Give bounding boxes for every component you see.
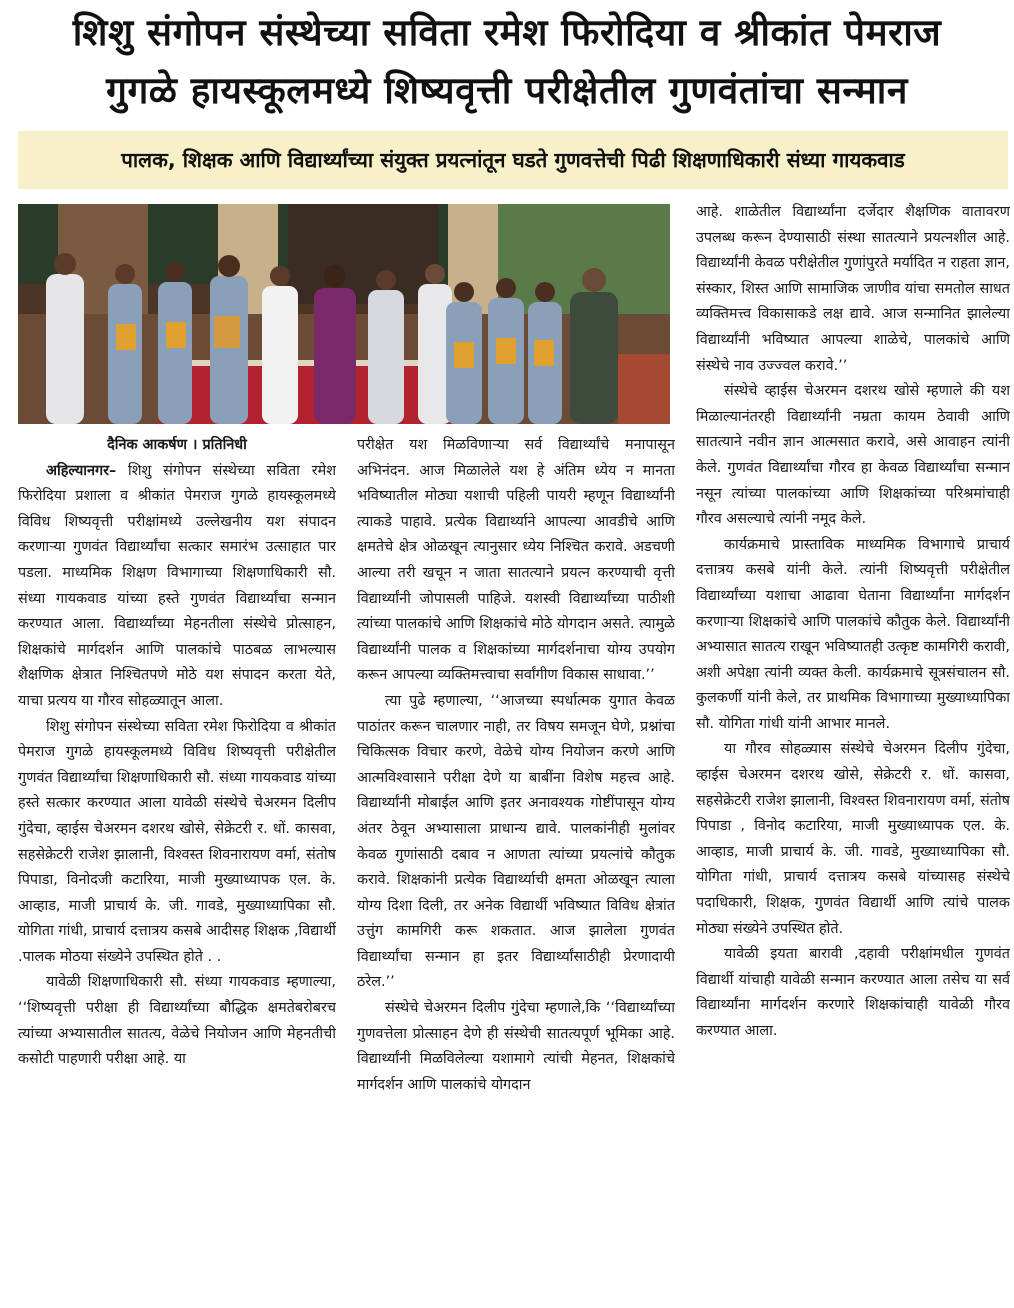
subhead: पालक, शिक्षक आणि विद्यार्थ्यांच्या संयुक्त प्रयत्नांतून घडते गुणवत्तेची पिढी शिक्षणाधिकारी संध्या गायकवाड bbox=[121, 148, 905, 172]
article-column-2 bbox=[357, 433, 675, 1308]
article-paragraph: या गौरव सोहळ्यास संस्थेचे चेअरमन दिलीप गुंदेचा, व्हाईस चेअरमन दशरथ खोसे, सेक्रेटरी र. धों. कासवा, सहसेक्रेटरी राजेश झालानी, विश्वस्त शिवनारायण वर्मा, संतोष पिपाडा , विनोद कटारिया, माजी मुख्याध्यापक एल. के. आव्हाड, माजी प्राचार्य के. जी. गावडे, मुख्याध्यापिका सौ. योगिता गांधी, प्राचार्य दत्तात्रय कसबे यांच्यासह संस्थेचे पदाधिकारी, शिक्षक, गुणवंत विद्यार्थी आणि त्यांचे पालक मोठ्या संख्येने उपस्थित होते. bbox=[696, 741, 1010, 937]
headline bbox=[0, 4, 1014, 120]
headline-line-1: शिशु संगोपन संस्थेच्या सविता रमेश फिरोदिया व श्रीकांत पेमराज bbox=[72, 11, 942, 54]
paragraph-text: शिशु संगोपन संस्थेच्या सविता रमेश फिरोदिया प्रशाला व श्रीकांत पेमराज गुगळे हायस्कूलमध्ये विविध शिष्यवृत्ती परीक्षांमध्ये उल्लेखनीय यश संपादन करणाऱ्या गुणवंत विद्यार्थ्यांचा सत्कार समारंभ उत्साहात पार पडला. माध्यमिक शिक्षण विभागाच्या शिक्षणाधिकारी सौ. संध्या गायकवाड यांच्या हस्ते गुणवंत विद्यार्थ्यांचा सन्मान करण्यात आला. विद्यार्थ्यांच्या मेहनतीला संस्थेचे प्रोत्साहन, शिक्षकांचे मार्गदर्शन आणि पालकांचे पाठबळ लाभल्यास शैक्षणिक क्षेत्रात निश्चितपणे मोठे यश संपादन करता येते, याचा प्रत्यय या गौरव सोहळ्यातून आला. bbox=[18, 462, 336, 709]
article-column-1 bbox=[18, 433, 336, 1308]
news-photo bbox=[18, 204, 670, 424]
article-paragraph: परीक्षेत यश मिळविणाऱ्या सर्व विद्यार्थ्यांचे मनापासून अभिनंदन. आज मिळालेले यश हे अंतिम ध्येय न मानता भविष्यातील मोठ्या यशाची पहिली पायरी म्हणून विद्यार्थ्यांनी त्याकडे पाहावे. प्रत्येक विद्यार्थ्याने आपल्या आवडीचे आणि क्षमतेचे क्षेत्र ओळखून त्यानुसार ध्येय निश्चित करावे. अडचणी आल्या तरी खचून न जाता सातत्याने प्रयत्न करण्याची वृत्ती विद्यार्थ्यांनी जोपासली पाहिजे. यशस्वी विद्यार्थ्यांच्या पाठीशी त्यांच्या पालकांचे आणि शिक्षकांचे मोठे योगदान असते. त्यामुळे विद्यार्थ्यांनी पालक व शिक्षकांच्या मार्गदर्शनाचा योग्य उपयोग करून आपल्या व्यक्तिमत्त्वाचा सर्वांगीण विकास साधावा.’’ bbox=[357, 437, 675, 684]
article-column-3 bbox=[696, 200, 1010, 1308]
article-paragraph: संस्थेचे व्हाईस चेअरमन दशरथ खोसे म्हणाले की यश मिळाल्यानंतरही विद्यार्थ्यांनी नम्रता कायम ठेवावी आणि सातत्याने नवीन ज्ञान आत्मसात करावे, असे आवाहन त्यांनी केले. गुणवंत विद्यार्थ्यांचा गौरव हा केवळ विद्यार्थ्यांचा सन्मान नसून त्यांच्या पालकांच्या आणि शिक्षकांच्या परिश्रमांचाही गौरव असल्याचे त्यांनी नमूद केले. bbox=[696, 383, 1010, 528]
byline: दैनिक आकर्षण । प्रतिनिधी bbox=[107, 437, 247, 453]
article-paragraph: आहे. शाळेतील विद्यार्थ्यांना दर्जेदार शैक्षणिक वातावरण उपलब्ध करून देण्यासाठी संस्था सातत्याने प्रयत्नशील आहे. विद्यार्थ्यांनी केवळ परीक्षेतील गुणांपुरते मर्यादित न राहता ज्ञान, संस्कार, शिस्त आणि सामाजिक जाणीव यांचा समतोल साधत व्यक्तिमत्त्व विकासाकडे लक्ष द्यावे. आज सन्मानित झालेल्या विद्यार्थ्यांनी भविष्यात आपल्या शाळेचे, पालकांचे आणि संस्थेचे नाव उज्ज्वल करावे.’’ bbox=[696, 204, 1010, 374]
article-paragraph: त्या पुढे म्हणाल्या, ‘‘आजच्या स्पर्धात्मक युगात केवळ पाठांतर करून चालणार नाही, तर विषय समजून घेणे, प्रश्नांचा चिकित्सक विचार करणे, वेळेचे योग्य नियोजन करणे आणि आत्मविश्वासाने परीक्षा देणे या बाबींना विशेष महत्त्व आहे. विद्यार्थ्यांनी मोबाईल आणि इतर अनावश्यक गोष्टींपासून योग्य अंतर ठेवून अभ्यासाला प्राधान्य द्यावे. पालकांनीही मुलांवर केवळ गुणांसाठी दबाव न आणता त्यांच्या प्रयत्नांचे कौतुक करावे. शिक्षकांनी प्रत्येक विद्यार्थ्याची क्षमता ओळखून त्याला योग्य दिशा दिली, तर अनेक विद्यार्थी भविष्यात विविध क्षेत्रांत उत्तुंग कामगिरी करू शकतात. आज झालेला गुणवंत विद्यार्थ्यांचा सन्मान हा इतर विद्यार्थ्यांसाठीही प्रेरणादायी ठरेल.’’ bbox=[357, 692, 675, 991]
headline-line-2: गुगळे हायस्कूलमध्ये शिष्यवृत्ती परीक्षेतील गुणवंतांचा सन्मान bbox=[106, 69, 908, 112]
article-paragraph: कार्यक्रमाचे प्रास्ताविक माध्यमिक विभागाचे प्राचार्य दत्तात्रय कसबे यांनी केले. त्यांनी शिष्यवृत्ती परीक्षेतील विद्यार्थ्यांच्या यशाचा आढावा घेताना विद्यार्थ्यांना मार्गदर्शन करणाऱ्या शिक्षकांचे आणि पालकांचे कौतुक केले. विद्यार्थ्यांनी अभ्यासात सातत्य राखून भविष्यातही उत्कृष्ट कामगिरी करावी, अशी अपेक्षा त्यांनी व्यक्त केली. कार्यक्रमाचे सूत्रसंचालन सौ. कुलकर्णी यांनी केले, तर प्राथमिक विभागाच्या मुख्याध्यापिका सौ. योगिता गांधी यांनी आभार मानले. bbox=[696, 536, 1010, 732]
article-paragraph: शिशु संगोपन संस्थेच्या सविता रमेश फिरोदिया व श्रीकांत पेमराज गुगळे हायस्कूलमध्ये विविध शिष्यवृत्ती परीक्षेतील गुणवंत विद्यार्थ्यांचा शिक्षणाधिकारी सौ. संध्या गायकवाड यांच्या हस्ते सत्कार करण्यात आला यावेळी संस्थेचे चेअरमन दिलीप गुंदेचा, व्हाईस चेअरमन दशरथ खोसे, सेक्रेटरी र. धों. कासवा, सहसेक्रेटरी राजेश झालानी, विश्वस्त शिवनारायण वर्मा, संतोष पिपाडा, विनोदजी कटारिया, माजी मुख्याध्यापक एल. के. आव्हाड, माजी प्राचार्य के. जी. गावडे, मुख्याध्यापिका सौ. योगिता गांधी, प्राचार्य दत्तात्रय कसबे आदीसह शिक्षक ,विद्यार्थी .पालक मोठया संख्येने उपस्थित होते . . bbox=[18, 718, 336, 965]
article-paragraph: यावेळी इयता बारावी ,दहावी परीक्षांमधील गुणवंत विद्यार्थी यांचाही यावेळी सन्मान करण्यात आला तसेच या सर्व विद्यार्थ्यांना मार्गदर्शन करणारे शिक्षकांचाही यावेळी गौरव करण्यात आला. bbox=[696, 946, 1010, 1039]
article-paragraph bbox=[18, 459, 336, 715]
article-paragraph: संस्थेचे चेअरमन दिलीप गुंदेचा म्हणाले,कि ‘‘विद्यार्थ्यांच्या गुणवत्तेला प्रोत्साहन देणे ही संस्थेची सातत्यपूर्ण भूमिका आहे. विद्यार्थ्यांनी मिळविलेल्या यशामागे त्यांची मेहनत, शिक्षकांचे मार्गदर्शन आणि पालकांचे योगदान bbox=[357, 1000, 675, 1093]
subhead-band bbox=[18, 131, 1008, 189]
dateline: अहिल्यानगर– bbox=[46, 462, 117, 479]
article-paragraph: यावेळी शिक्षणाधिकारी सौ. संध्या गायकवाड म्हणाल्या, ‘‘शिष्यवृत्ती परीक्षा ही विद्यार्थ्यांच्या बौद्धिक क्षमतेबरोबरच त्यांच्या अभ्यासातील सातत्य, वेळेचे नियोजन आणि मेहनतीची कसोटी पाहणारी परीक्षा आहे. या bbox=[18, 974, 336, 1068]
group-photo-image bbox=[18, 204, 670, 424]
